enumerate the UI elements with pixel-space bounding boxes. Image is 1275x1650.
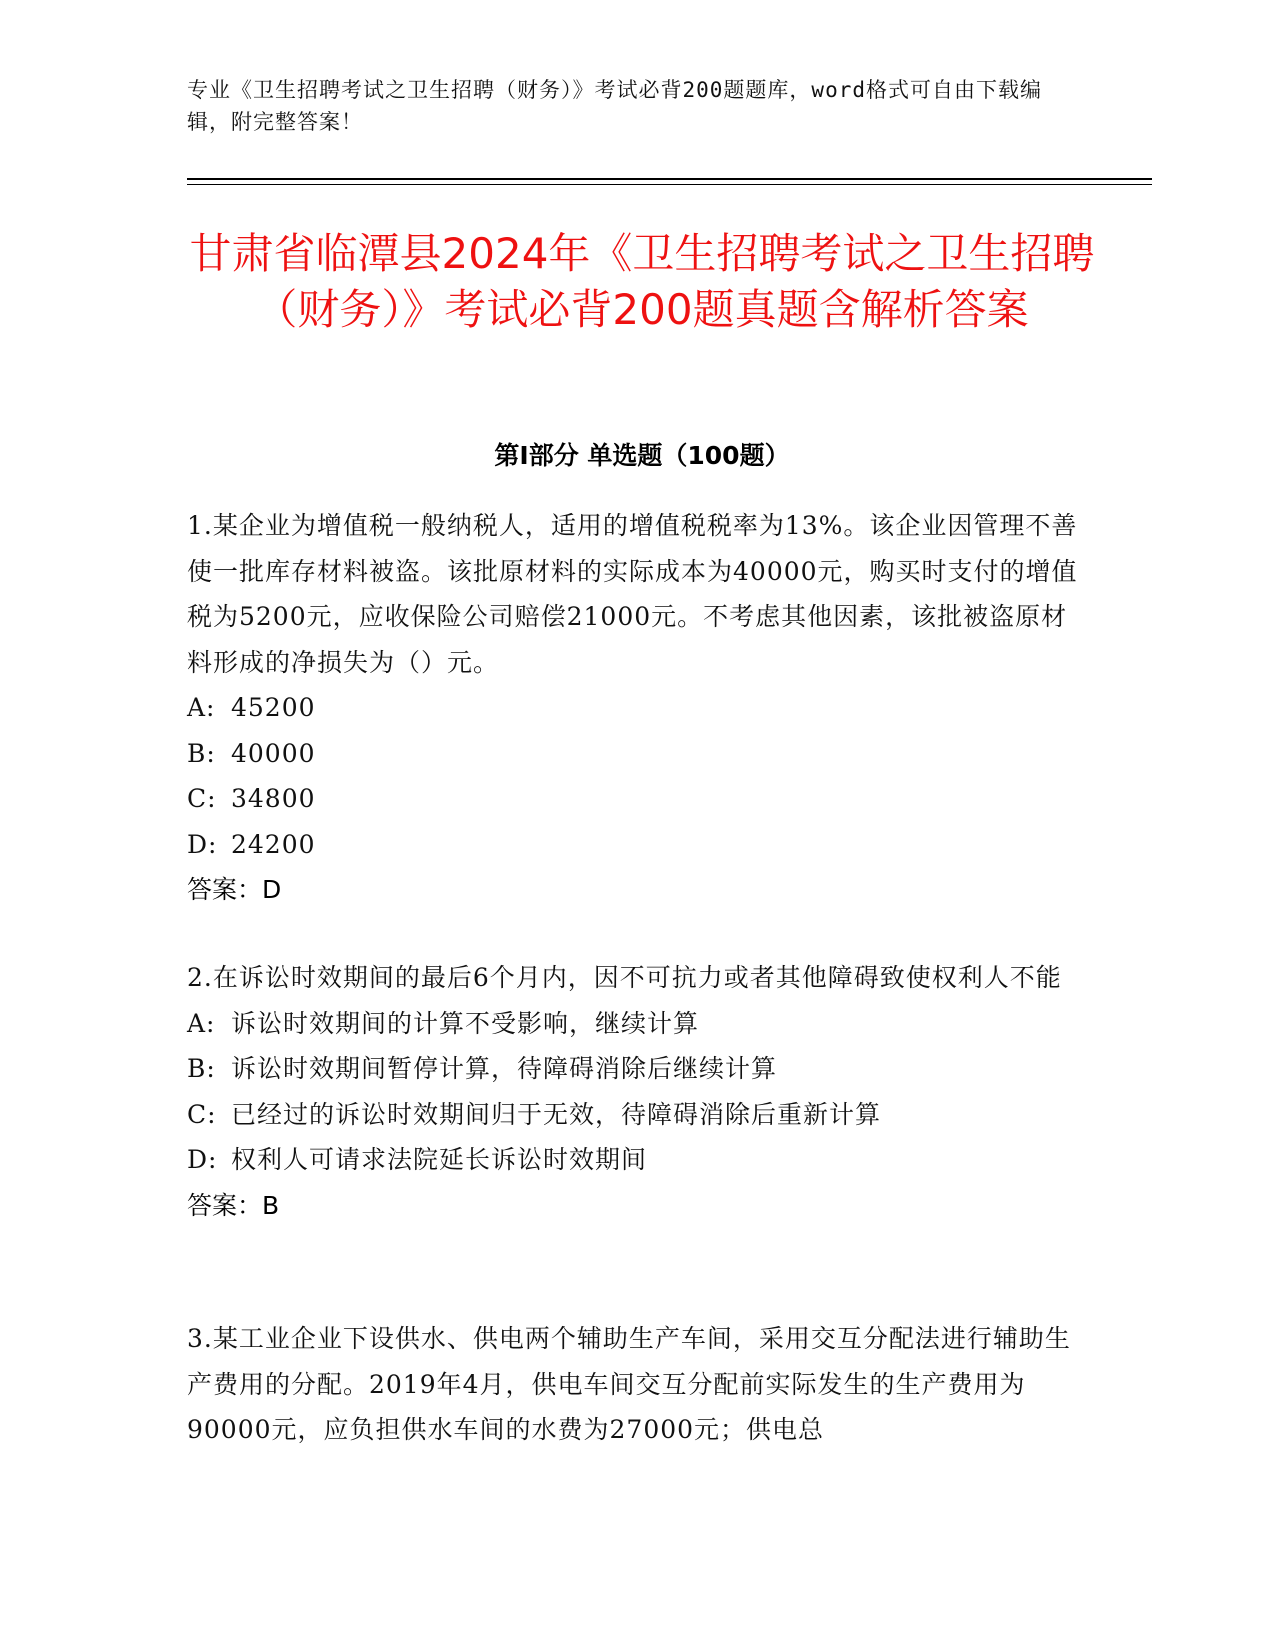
option-d xyxy=(187,822,1082,868)
option-d xyxy=(187,1137,1082,1183)
question-stem: 3.某工业企业下设供水、供电两个辅助生产车间，采用交互分配法进行辅助生产费用的分配。2019年4月，供电车间交互分配前实际发生的生产费用为90000元，应负担供水车间的水费为27000元；供电总 xyxy=(187,1324,1071,1444)
option-letter: C: xyxy=(187,784,217,813)
option-text: 24200 xyxy=(231,829,316,859)
question-2 xyxy=(187,955,1082,1228)
option-c xyxy=(187,776,1082,822)
option-text: 34800 xyxy=(231,784,316,813)
option-letter: A: xyxy=(187,693,216,722)
document-title: 甘肃省临潭县2024年《卫生招聘考试之卫生招聘（财务）》考试必背200题真题含解析答案 xyxy=(189,229,1095,334)
question-1 xyxy=(187,503,1082,913)
option-text: 诉讼时效期间的计算不受影响，继续计算 xyxy=(231,1008,700,1038)
option-letter: D: xyxy=(187,1145,218,1174)
question-3 xyxy=(187,1316,1082,1453)
option-text: 45200 xyxy=(231,693,316,722)
header-rule-thin xyxy=(187,184,1152,185)
header-note: 专业《卫生招聘考试之卫生招聘（财务）》考试必背200题题库，word格式可自由下载编辑，附完整答案！ xyxy=(187,78,1042,134)
option-text: 已经过的诉讼时效期间归于无效，待障碍消除后重新计算 xyxy=(231,1099,882,1129)
header-rule-thick xyxy=(187,178,1152,180)
option-text: 40000 xyxy=(231,738,316,768)
option-letter: B: xyxy=(187,738,216,768)
option-letter: C: xyxy=(187,1099,217,1129)
answer-line: 答案：B xyxy=(187,1190,280,1220)
option-b xyxy=(187,731,1082,777)
section-heading: 第I部分 单选题（100题） xyxy=(494,441,790,470)
option-text: 权利人可请求法院延长诉讼时效期间 xyxy=(231,1145,648,1174)
option-letter: D: xyxy=(187,829,218,859)
option-a xyxy=(187,685,1082,731)
question-stem: 2.在诉讼时效期间的最后6个月内，因不可抗力或者其他障碍致使权利人不能 xyxy=(187,963,1062,992)
question-stem: 1.某企业为增值税一般纳税人，适用的增值税税率为13%。该企业因管理不善使一批库存材料被盗。该批原材料的实际成本为40000元，购买时支付的增值税为5200元，应收保险公司赔偿21000元。不考虑其他因素，该批被盗原材料形成的净损失为（）元。 xyxy=(187,511,1078,677)
option-c xyxy=(187,1092,1082,1138)
option-text: 诉讼时效期间暂停计算，待障碍消除后继续计算 xyxy=(231,1054,778,1083)
option-letter: A: xyxy=(187,1008,216,1038)
option-letter: B: xyxy=(187,1054,216,1083)
option-b xyxy=(187,1046,1082,1092)
answer-line: 答案：D xyxy=(187,875,282,904)
option-a xyxy=(187,1001,1082,1047)
